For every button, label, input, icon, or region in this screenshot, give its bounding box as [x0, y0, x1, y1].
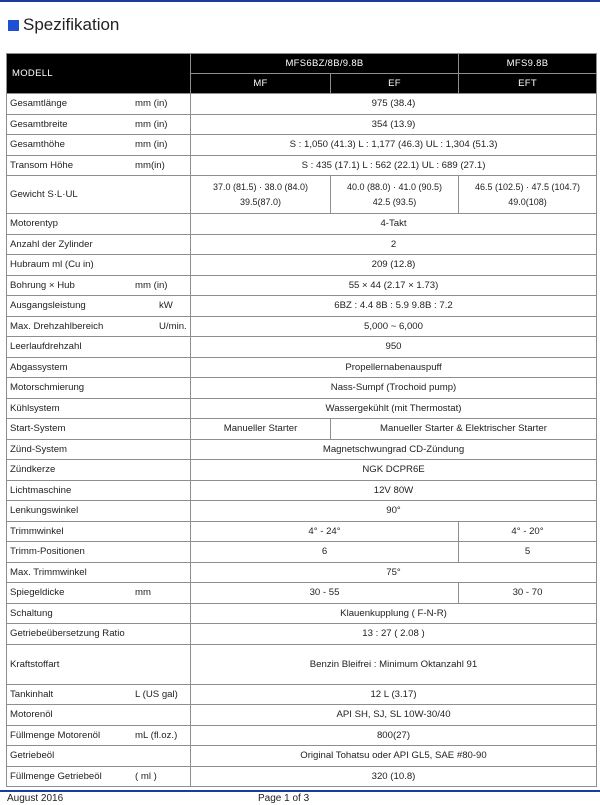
label-unit: kW [159, 300, 173, 312]
label-name: Tankinhalt [10, 688, 54, 700]
row-value: Wassergekühlt (mit Thermostat) [191, 398, 597, 419]
label-name: Transom Höhe [10, 159, 74, 171]
row-label [7, 275, 191, 296]
header-row-models [7, 54, 597, 74]
row-label: Getriebeöl [7, 746, 191, 767]
row-label: Gewicht S·L·UL [7, 176, 191, 214]
col-header-ef: EF [331, 74, 459, 94]
row-value: 90° [191, 501, 597, 522]
row-schmierung [7, 378, 597, 399]
row-value: Benzin Bleifrei : Minimum Oktanzahl 91 [191, 644, 597, 684]
label-name: Ausgangsleistung [10, 300, 86, 312]
spec-table [6, 53, 597, 787]
row-label: Lenkungswinkel [7, 501, 191, 522]
row-label: Anzahl der Zylinder [7, 234, 191, 255]
label-name: Füllmenge Getriebeöl [10, 770, 102, 782]
row-gesamtlaenge [7, 94, 597, 115]
row-kuehl [7, 398, 597, 419]
row-label: Abgassystem [7, 357, 191, 378]
row-value: Original Tohatsu oder API GL5, SAE #80-90 [191, 746, 597, 767]
row-gesamtbreite [7, 114, 597, 135]
weight-line: 42.5 (93.5) [372, 197, 417, 207]
weight-eft [459, 176, 597, 214]
row-motoroel [7, 705, 597, 726]
row-trimmpos [7, 542, 597, 563]
row-value: 75° [191, 562, 597, 583]
label-name: Gesamthöhe [10, 139, 65, 151]
row-label: Zünd-System [7, 439, 191, 460]
row-zuend [7, 439, 597, 460]
row-value: 5,000 ~ 6,000 [191, 316, 597, 337]
weight-line: 49.0(108) [508, 197, 547, 207]
label-name: Gesamtbreite [10, 118, 68, 130]
footer-page: Page 1 of 3 [258, 793, 310, 804]
row-label: Kraftstoffart [7, 644, 191, 684]
weight-line: 40.0 (88.0) · 41.0 (90.5) [346, 182, 443, 192]
row-label: Motorenöl [7, 705, 191, 726]
row-value: 975 (38.4) [191, 94, 597, 115]
weight-line: 39.5(87.0) [239, 197, 282, 207]
top-rule [0, 0, 600, 2]
row-maxtrimm [7, 562, 597, 583]
row-label: Getriebeübersetzung Ratio [7, 624, 191, 645]
row-value: 2 [191, 234, 597, 255]
row-label [7, 684, 191, 705]
row-label [7, 725, 191, 746]
row-value: Magnetschwungrad CD-Zündung [191, 439, 597, 460]
row-value-eft: 4° - 20° [459, 521, 597, 542]
weight-line: 37.0 (81.5) · 38.0 (84.0) [212, 182, 309, 192]
label-unit: mm (in) [135, 118, 168, 130]
row-getriebeoel [7, 746, 597, 767]
section-header [8, 13, 119, 37]
row-fuellmotor [7, 725, 597, 746]
row-value: Nass-Sumpf (Trochoid pump) [191, 378, 597, 399]
row-start [7, 419, 597, 440]
row-value: 12V 80W [191, 480, 597, 501]
label-unit: mm(in) [135, 159, 165, 171]
row-getriebe [7, 624, 597, 645]
label-unit: mm (in) [135, 279, 168, 291]
row-value-eft: 5 [459, 542, 597, 563]
row-value: Klauenkupplung ( F-N-R) [191, 603, 597, 624]
label-unit: L (US gal) [135, 688, 178, 700]
col-header-eft: EFT [459, 74, 597, 94]
row-label: Motorentyp [7, 214, 191, 235]
row-value: 13 : 27 ( 2.08 ) [191, 624, 597, 645]
row-value: 55 × 44 (2.17 × 1.73) [191, 275, 597, 296]
row-schaltung [7, 603, 597, 624]
row-bohrung [7, 275, 597, 296]
row-label [7, 94, 191, 115]
row-fuellgetriebe [7, 766, 597, 787]
row-lenkung [7, 501, 597, 522]
row-label: Schaltung [7, 603, 191, 624]
model-group-header: MFS6BZ/8B/9.8B [191, 54, 459, 74]
row-value-mf-ef: 4° - 24° [191, 521, 459, 542]
row-label: Hubraum ml (Cu in) [7, 255, 191, 276]
row-label [7, 296, 191, 317]
row-kraftstoff [7, 644, 597, 684]
row-label [7, 316, 191, 337]
row-value: 320 (10.8) [191, 766, 597, 787]
col-header-mf: MF [191, 74, 331, 94]
label-unit: ( ml ) [135, 770, 157, 782]
row-label: Lichtmaschine [7, 480, 191, 501]
label-unit: mm (in) [135, 98, 168, 110]
row-label: Zündkerze [7, 460, 191, 481]
label-unit: mL (fl.oz.) [135, 729, 178, 741]
row-gewicht [7, 176, 597, 214]
row-label [7, 155, 191, 176]
row-label [7, 135, 191, 156]
weight-line: 46.5 (102.5) · 47.5 (104.7) [474, 182, 581, 192]
model-group-header: MFS9.8B [459, 54, 597, 74]
row-value: 209 (12.8) [191, 255, 597, 276]
row-label: Trimm-Positionen [7, 542, 191, 563]
row-label: Motorschmierung [7, 378, 191, 399]
row-tank [7, 684, 597, 705]
row-leistung [7, 296, 597, 317]
row-label: Trimmwinkel [7, 521, 191, 542]
row-label [7, 766, 191, 787]
row-value: S : 1,050 (41.3) L : 1,177 (46.3) UL : 1,304 (51.3) [191, 135, 597, 156]
row-trimmwinkel [7, 521, 597, 542]
label-name: Füllmenge Motorenöl [10, 729, 101, 741]
row-value: 950 [191, 337, 597, 358]
label-unit: U/min. [159, 320, 187, 332]
row-label [7, 114, 191, 135]
row-lichtmaschine [7, 480, 597, 501]
row-value-mf: Manueller Starter [191, 419, 331, 440]
row-transom [7, 155, 597, 176]
row-label [7, 583, 191, 604]
row-value-mf-ef: 30 - 55 [191, 583, 459, 604]
row-leerlauf [7, 337, 597, 358]
row-value: API SH, SJ, SL 10W-30/40 [191, 705, 597, 726]
row-value: 12 L (3.17) [191, 684, 597, 705]
row-gesamthoehe [7, 135, 597, 156]
label-unit: mm (in) [135, 139, 168, 151]
label-name: Gesamtlänge [10, 98, 68, 110]
row-value-eft: 30 - 70 [459, 583, 597, 604]
row-label: Leerlaufdrehzahl [7, 337, 191, 358]
row-label: Start-System [7, 419, 191, 440]
row-value-ef-eft: Manueller Starter & Elektrischer Starter [331, 419, 597, 440]
row-zylinder [7, 234, 597, 255]
weight-ef [331, 176, 459, 214]
row-zuendkerze [7, 460, 597, 481]
row-motorentyp [7, 214, 597, 235]
row-value: S : 435 (17.1) L : 562 (22.1) UL : 689 (27.1) [191, 155, 597, 176]
page-title: Spezifikation [23, 15, 120, 34]
label-name: Spiegeldicke [10, 587, 65, 599]
row-value: Propellernabenauspuff [191, 357, 597, 378]
row-hubraum [7, 255, 597, 276]
label-name: Bohrung × Hub [10, 279, 75, 291]
footer-date: August 2016 [7, 793, 64, 804]
row-value: 800(27) [191, 725, 597, 746]
row-label: Max. Trimmwinkel [7, 562, 191, 583]
row-abgas [7, 357, 597, 378]
row-value: 4-Takt [191, 214, 597, 235]
row-value: NGK DCPR6E [191, 460, 597, 481]
modell-header: MODELL [7, 54, 191, 94]
label-unit: mm [135, 587, 151, 599]
square-bullet-icon [8, 20, 19, 31]
row-drehzahl [7, 316, 597, 337]
row-spiegel [7, 583, 597, 604]
label-name: Max. Drehzahlbereich [10, 320, 104, 332]
row-value-mf-ef: 6 [191, 542, 459, 563]
bottom-rule [0, 790, 600, 792]
weight-mf [191, 176, 331, 214]
row-value: 354 (13.9) [191, 114, 597, 135]
row-label: Kühlsystem [7, 398, 191, 419]
row-value: 6BZ : 4.4 8B : 5.9 9.8B : 7.2 [191, 296, 597, 317]
